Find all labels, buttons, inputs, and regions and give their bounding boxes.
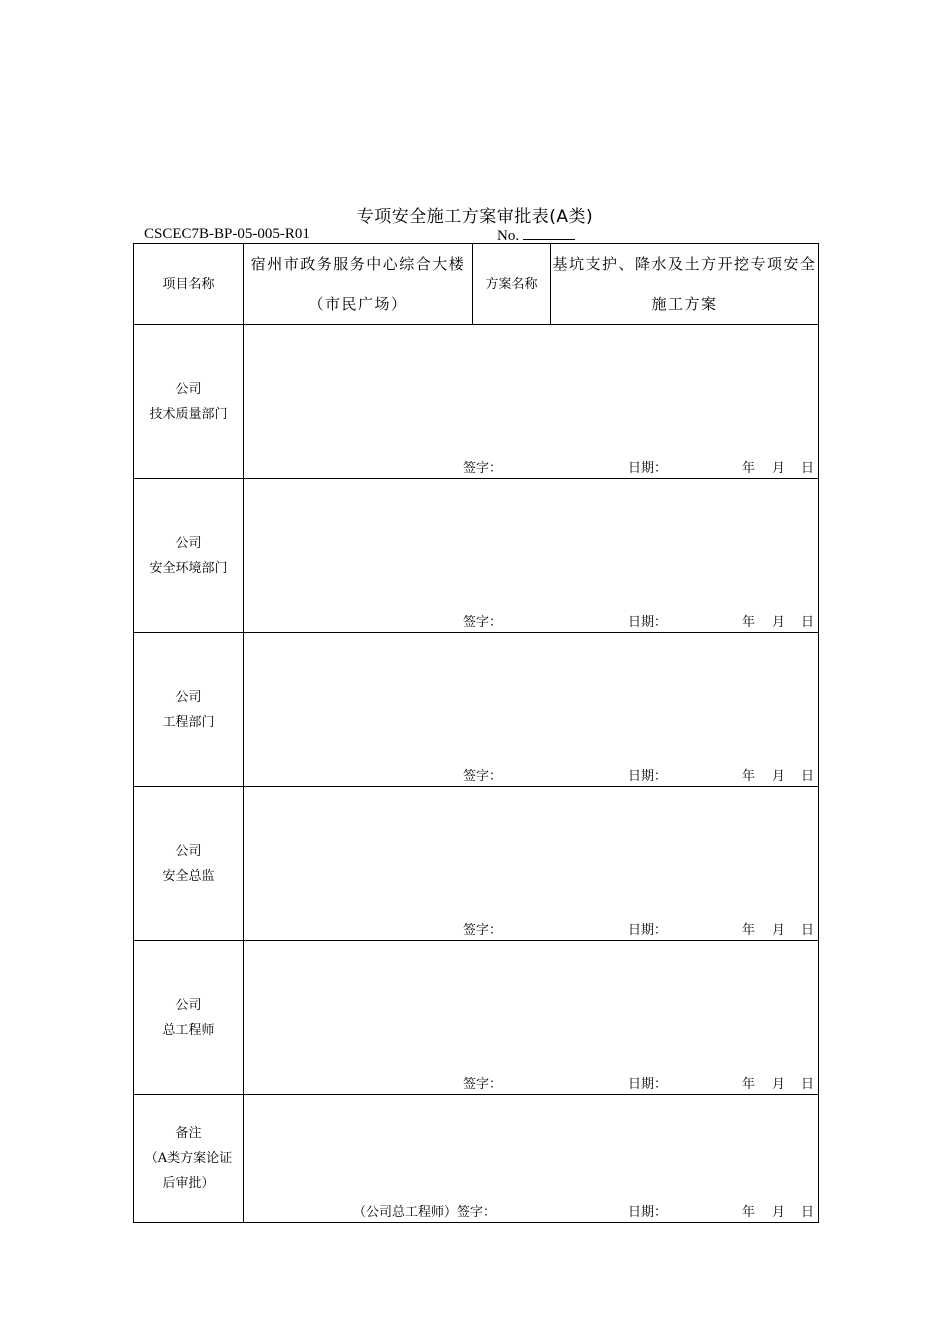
date-label: 日期： <box>628 923 668 938</box>
year-label: 年 <box>742 615 756 630</box>
day-label: 日 <box>801 923 815 938</box>
date-label: 日期： <box>628 769 668 784</box>
year-label: 年 <box>742 1205 756 1220</box>
approval-sign-area[interactable] <box>244 325 819 479</box>
number-blank <box>523 226 575 240</box>
approval-dept-label: 公司 工程部门 <box>134 633 244 787</box>
approval-sign-area[interactable] <box>244 479 819 633</box>
scheme-name: 基坑支护、降水及土方开挖专项安全施工方案 <box>551 244 819 325</box>
month-label: 月 <box>772 615 786 630</box>
info-row <box>134 244 819 325</box>
form-code: CSCEC7B-BP-05-005-R01 <box>144 226 310 242</box>
sign-label: 签字： <box>463 461 503 476</box>
date-label: 日期： <box>628 461 668 476</box>
chief-engineer-sign-label: （公司总工程师）签字： <box>353 1205 497 1220</box>
month-label: 月 <box>772 1205 786 1220</box>
approval-row-tech-quality <box>134 325 819 479</box>
date-label: 日期： <box>628 1077 668 1092</box>
day-label: 日 <box>801 769 815 784</box>
project-name: 宿州市政务服务中心综合大楼（市民广场） <box>244 244 473 325</box>
remarks-sign-area[interactable] <box>244 1095 819 1223</box>
date-label: 日期： <box>628 1205 668 1220</box>
remarks-label: 备注 （A类方案论证 后审批） <box>134 1095 244 1223</box>
approval-row-safety-env <box>134 479 819 633</box>
sign-label: 签字： <box>463 923 503 938</box>
sign-label: 签字： <box>463 769 503 784</box>
approval-sign-area[interactable] <box>244 787 819 941</box>
year-label: 年 <box>742 1077 756 1092</box>
month-label: 月 <box>772 461 786 476</box>
year-label: 年 <box>742 923 756 938</box>
approval-row-chief-engineer <box>134 941 819 1095</box>
approval-dept-label: 公司 技术质量部门 <box>134 325 244 479</box>
day-label: 日 <box>801 1205 815 1220</box>
number-label: No. <box>497 228 520 244</box>
approval-row-engineering <box>134 633 819 787</box>
sign-label: 签字： <box>463 615 503 630</box>
month-label: 月 <box>772 769 786 784</box>
approval-sign-area[interactable] <box>244 633 819 787</box>
approval-row-safety-director <box>134 787 819 941</box>
day-label: 日 <box>801 1077 815 1092</box>
day-label: 日 <box>801 461 815 476</box>
approval-sign-area[interactable] <box>244 941 819 1095</box>
sign-label: 签字： <box>463 1077 503 1092</box>
approval-table <box>133 243 819 1223</box>
remarks-row <box>134 1095 819 1223</box>
month-label: 月 <box>772 923 786 938</box>
form-title: 专项安全施工方案审批表(A类) <box>356 207 594 227</box>
approval-dept-label: 公司 安全环境部门 <box>134 479 244 633</box>
date-label: 日期： <box>628 615 668 630</box>
year-label: 年 <box>742 769 756 784</box>
year-label: 年 <box>742 461 756 476</box>
scheme-label: 方案名称 <box>473 244 551 325</box>
day-label: 日 <box>801 615 815 630</box>
month-label: 月 <box>772 1077 786 1092</box>
approval-dept-label: 公司 总工程师 <box>134 941 244 1095</box>
project-label: 项目名称 <box>134 244 244 325</box>
approval-dept-label: 公司 安全总监 <box>134 787 244 941</box>
